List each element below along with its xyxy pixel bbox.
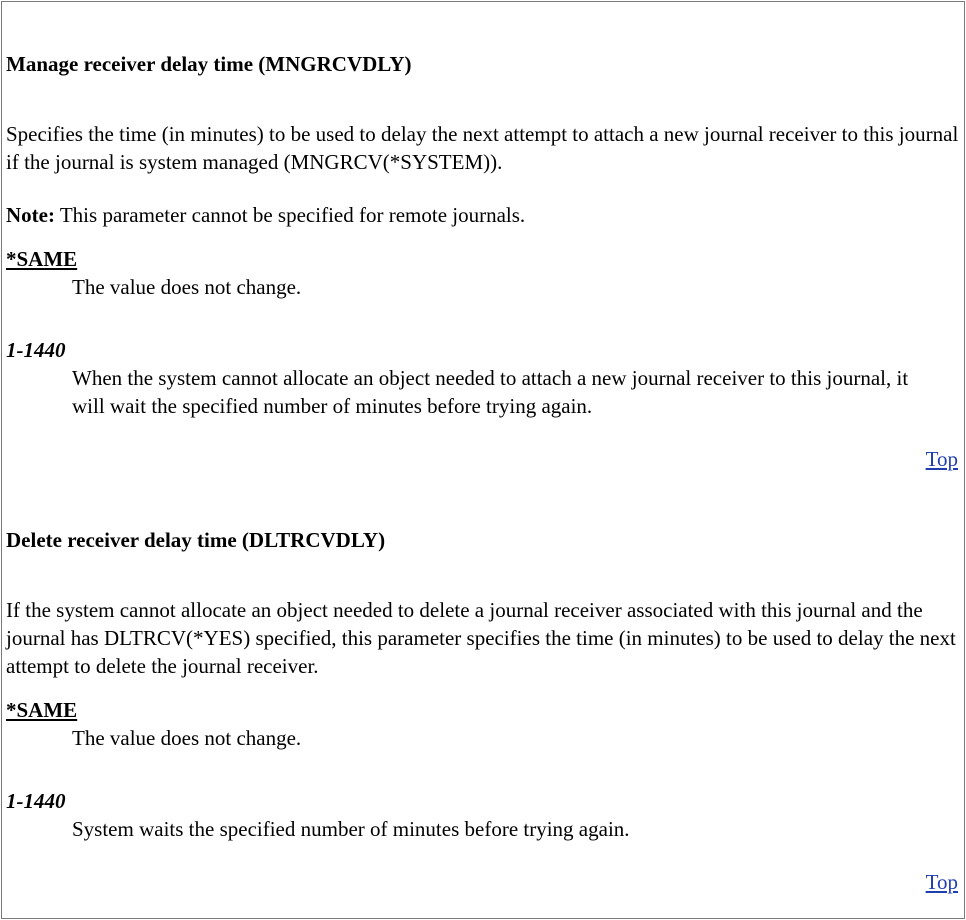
value-range [6, 336, 960, 420]
value-same [6, 245, 960, 301]
section-dltrcvdly-description [6, 596, 960, 680]
top-link[interactable]: Top [925, 447, 958, 471]
section-dltrcvdly [6, 526, 960, 554]
section-heading: Delete receiver delay time (DLTRCVDLY) [6, 528, 386, 552]
value-term: *SAME [6, 247, 78, 271]
value-definition: When the system cannot allocate an object needed to attach a new journal receiver to this journal, it will wait the specified number of minutes before trying again. [72, 366, 909, 418]
note-paragraph [6, 201, 960, 229]
value-definition: The value does not change. [72, 726, 302, 750]
value-definition: System waits the specified number of minutes before trying again. [72, 817, 630, 841]
value-range [6, 787, 960, 843]
top-link[interactable]: Top [925, 870, 958, 894]
value-definition: The value does not change. [72, 275, 302, 299]
value-term: 1-1440 [6, 789, 66, 813]
section-mngrcvdly-note [6, 201, 960, 229]
section-heading: Manage receiver delay time (MNGRCVDLY) [6, 52, 412, 76]
description-text: Specifies the time (in minutes) to be used to delay the next attempt to attach a new journal receiver to this journal if the journal is system managed (MNGRCV(*SYSTEM)). [6, 122, 959, 174]
description-text: If the system cannot allocate an object needed to delete a journal receiver associated with this journal and the journal has DLTRCV(*YES) specified, this parameter specifies the time (in minutes) to be used to delay the next attempt to delete the journal receiver. [6, 598, 956, 678]
section-mngrcvdly-description [6, 120, 960, 176]
note-text: This parameter cannot be specified for remote journals. [54, 203, 526, 227]
value-same [6, 696, 960, 752]
value-term: *SAME [6, 698, 78, 722]
note-label: Note: [6, 203, 55, 227]
section-mngrcvdly [6, 50, 960, 78]
page-frame [1, 1, 965, 919]
value-term: 1-1440 [6, 338, 66, 362]
